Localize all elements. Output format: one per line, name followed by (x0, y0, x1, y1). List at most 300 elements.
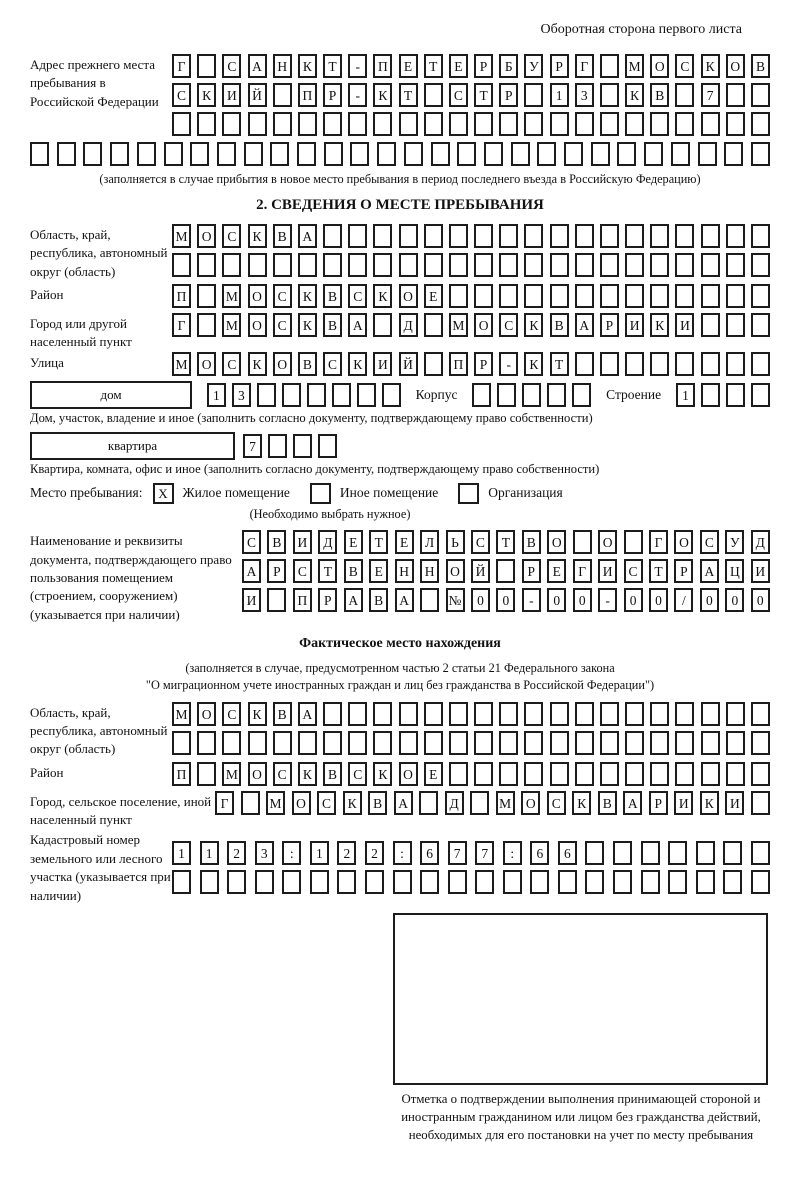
char-cell[interactable] (324, 142, 343, 166)
char-cell[interactable]: В (323, 313, 342, 337)
char-cell[interactable]: Т (424, 54, 443, 78)
char-cell[interactable] (675, 224, 694, 248)
char-cell[interactable]: К (298, 762, 317, 786)
char-cell[interactable] (474, 253, 493, 277)
char-cell[interactable] (668, 841, 687, 865)
char-cell[interactable]: Г (575, 54, 594, 78)
char-cell[interactable]: С (675, 54, 694, 78)
char-cell[interactable] (524, 284, 543, 308)
char-cell[interactable] (499, 112, 518, 136)
char-cell[interactable] (625, 224, 644, 248)
char-cell[interactable] (424, 352, 443, 376)
char-cell[interactable] (248, 112, 267, 136)
char-cell[interactable]: А (298, 702, 317, 726)
char-cell[interactable]: Д (399, 313, 418, 337)
char-cell[interactable] (600, 352, 619, 376)
char-cell[interactable]: О (248, 762, 267, 786)
char-cell[interactable]: Р (267, 559, 286, 583)
factual-oblast-row-2[interactable] (172, 731, 770, 755)
char-cell[interactable] (424, 112, 443, 136)
char-cell[interactable] (613, 870, 632, 894)
char-cell[interactable] (297, 142, 316, 166)
char-cell[interactable]: А (248, 54, 267, 78)
kvartira-field-box[interactable]: квартира (30, 432, 235, 460)
char-cell[interactable] (650, 112, 669, 136)
char-cell[interactable] (257, 383, 276, 407)
char-cell[interactable] (373, 731, 392, 755)
char-cell[interactable]: П (172, 284, 191, 308)
char-cell[interactable] (572, 383, 591, 407)
char-cell[interactable]: О (474, 313, 493, 337)
prev-address-row-3[interactable] (172, 112, 770, 136)
char-cell[interactable]: С (449, 83, 468, 107)
kvartira-cells[interactable] (243, 434, 337, 458)
cadastre-row-1[interactable] (172, 841, 770, 865)
char-cell[interactable] (575, 352, 594, 376)
char-cell[interactable] (197, 313, 216, 337)
char-cell[interactable] (323, 112, 342, 136)
char-cell[interactable]: Ь (446, 530, 465, 554)
char-cell[interactable] (244, 142, 263, 166)
char-cell[interactable] (474, 224, 493, 248)
char-cell[interactable]: Р (674, 559, 693, 583)
char-cell[interactable]: В (751, 54, 770, 78)
char-cell[interactable]: К (700, 791, 719, 815)
char-cell[interactable] (497, 383, 516, 407)
char-cell[interactable]: И (293, 530, 312, 554)
char-cell[interactable] (365, 870, 384, 894)
char-cell[interactable] (641, 841, 660, 865)
char-cell[interactable]: - (348, 83, 367, 107)
char-cell[interactable] (137, 142, 156, 166)
char-cell[interactable] (751, 383, 770, 407)
char-cell[interactable] (524, 731, 543, 755)
char-cell[interactable] (310, 870, 329, 894)
char-cell[interactable] (701, 762, 720, 786)
char-cell[interactable]: 0 (496, 588, 515, 612)
char-cell[interactable]: И (674, 791, 693, 815)
char-cell[interactable]: Л (420, 530, 439, 554)
char-cell[interactable]: И (598, 559, 617, 583)
char-cell[interactable]: И (725, 791, 744, 815)
char-cell[interactable] (550, 112, 569, 136)
char-cell[interactable]: К (701, 54, 720, 78)
char-cell[interactable]: Й (248, 83, 267, 107)
char-cell[interactable]: 6 (530, 841, 549, 865)
char-cell[interactable] (457, 142, 476, 166)
char-cell[interactable]: У (524, 54, 543, 78)
char-cell[interactable]: В (267, 530, 286, 554)
char-cell[interactable]: А (344, 588, 363, 612)
char-cell[interactable]: Р (474, 352, 493, 376)
char-cell[interactable] (696, 841, 715, 865)
char-cell[interactable] (675, 284, 694, 308)
char-cell[interactable]: С (317, 791, 336, 815)
char-cell[interactable] (350, 142, 369, 166)
char-cell[interactable] (751, 142, 770, 166)
char-cell[interactable]: Д (318, 530, 337, 554)
char-cell[interactable]: О (726, 54, 745, 78)
char-cell[interactable] (524, 224, 543, 248)
char-cell[interactable] (323, 224, 342, 248)
char-cell[interactable] (573, 530, 592, 554)
char-cell[interactable] (701, 253, 720, 277)
char-cell[interactable]: Г (215, 791, 234, 815)
char-cell[interactable]: 0 (547, 588, 566, 612)
char-cell[interactable] (273, 253, 292, 277)
char-cell[interactable] (419, 791, 438, 815)
char-cell[interactable] (511, 142, 530, 166)
ulitsa-row[interactable] (172, 352, 770, 376)
char-cell[interactable]: В (323, 284, 342, 308)
char-cell[interactable] (323, 702, 342, 726)
char-cell[interactable] (323, 731, 342, 755)
char-cell[interactable] (751, 841, 770, 865)
char-cell[interactable] (373, 112, 392, 136)
char-cell[interactable]: 3 (255, 841, 274, 865)
char-cell[interactable]: О (446, 559, 465, 583)
char-cell[interactable]: - (499, 352, 518, 376)
char-cell[interactable] (298, 731, 317, 755)
char-cell[interactable] (726, 112, 745, 136)
char-cell[interactable] (724, 142, 743, 166)
char-cell[interactable] (393, 870, 412, 894)
char-cell[interactable]: Р (474, 54, 493, 78)
other-premises-checkbox[interactable] (310, 483, 331, 504)
char-cell[interactable]: Т (649, 559, 668, 583)
char-cell[interactable]: 3 (575, 83, 594, 107)
char-cell[interactable] (524, 83, 543, 107)
char-cell[interactable]: № (446, 588, 465, 612)
char-cell[interactable]: 2 (365, 841, 384, 865)
char-cell[interactable]: П (298, 83, 317, 107)
char-cell[interactable] (373, 313, 392, 337)
document-row-1[interactable] (242, 530, 770, 554)
char-cell[interactable]: К (248, 224, 267, 248)
char-cell[interactable] (30, 142, 49, 166)
char-cell[interactable] (668, 870, 687, 894)
char-cell[interactable] (696, 870, 715, 894)
char-cell[interactable]: И (373, 352, 392, 376)
char-cell[interactable]: С (273, 313, 292, 337)
char-cell[interactable]: В (369, 588, 388, 612)
char-cell[interactable] (190, 142, 209, 166)
prev-address-row-2[interactable] (172, 83, 770, 107)
char-cell[interactable] (701, 284, 720, 308)
char-cell[interactable]: К (248, 702, 267, 726)
char-cell[interactable] (625, 702, 644, 726)
char-cell[interactable]: С (222, 224, 241, 248)
char-cell[interactable]: Т (496, 530, 515, 554)
char-cell[interactable]: Д (445, 791, 464, 815)
char-cell[interactable] (624, 530, 643, 554)
char-cell[interactable]: А (395, 588, 414, 612)
char-cell[interactable]: О (650, 54, 669, 78)
char-cell[interactable]: С (222, 352, 241, 376)
char-cell[interactable] (348, 224, 367, 248)
char-cell[interactable] (420, 870, 439, 894)
char-cell[interactable] (625, 731, 644, 755)
char-cell[interactable] (267, 588, 286, 612)
char-cell[interactable] (701, 731, 720, 755)
char-cell[interactable] (751, 762, 770, 786)
char-cell[interactable]: К (348, 352, 367, 376)
char-cell[interactable] (424, 313, 443, 337)
char-cell[interactable]: К (298, 284, 317, 308)
char-cell[interactable] (650, 352, 669, 376)
char-cell[interactable]: М (266, 791, 285, 815)
char-cell[interactable] (600, 54, 619, 78)
char-cell[interactable] (222, 112, 241, 136)
char-cell[interactable] (217, 142, 236, 166)
char-cell[interactable] (503, 870, 522, 894)
char-cell[interactable] (564, 142, 583, 166)
char-cell[interactable]: С (273, 284, 292, 308)
stroenie-cells[interactable] (676, 383, 770, 407)
char-cell[interactable] (373, 702, 392, 726)
char-cell[interactable] (227, 870, 246, 894)
char-cell[interactable] (751, 112, 770, 136)
char-cell[interactable] (255, 870, 274, 894)
char-cell[interactable]: 0 (624, 588, 643, 612)
char-cell[interactable]: Т (474, 83, 493, 107)
char-cell[interactable] (83, 142, 102, 166)
char-cell[interactable]: И (675, 313, 694, 337)
prev-address-row-4[interactable] (30, 142, 770, 166)
char-cell[interactable]: : (282, 841, 301, 865)
char-cell[interactable] (701, 224, 720, 248)
char-cell[interactable] (197, 284, 216, 308)
char-cell[interactable]: К (298, 313, 317, 337)
char-cell[interactable] (270, 142, 289, 166)
char-cell[interactable] (625, 253, 644, 277)
char-cell[interactable] (499, 284, 518, 308)
char-cell[interactable] (671, 142, 690, 166)
char-cell[interactable] (449, 762, 468, 786)
char-cell[interactable] (273, 731, 292, 755)
char-cell[interactable] (273, 83, 292, 107)
char-cell[interactable] (472, 383, 491, 407)
char-cell[interactable]: : (393, 841, 412, 865)
char-cell[interactable]: В (368, 791, 387, 815)
char-cell[interactable]: Г (573, 559, 592, 583)
char-cell[interactable] (617, 142, 636, 166)
char-cell[interactable]: В (344, 559, 363, 583)
char-cell[interactable] (172, 112, 191, 136)
char-cell[interactable] (524, 112, 543, 136)
char-cell[interactable] (357, 383, 376, 407)
char-cell[interactable] (726, 383, 745, 407)
char-cell[interactable]: В (273, 702, 292, 726)
char-cell[interactable]: С (348, 284, 367, 308)
char-cell[interactable] (373, 253, 392, 277)
char-cell[interactable]: Т (369, 530, 388, 554)
char-cell[interactable]: С (242, 530, 261, 554)
char-cell[interactable] (701, 313, 720, 337)
char-cell[interactable]: К (650, 313, 669, 337)
char-cell[interactable] (650, 224, 669, 248)
char-cell[interactable]: М (172, 224, 191, 248)
char-cell[interactable] (600, 284, 619, 308)
char-cell[interactable] (723, 870, 742, 894)
char-cell[interactable] (522, 383, 541, 407)
char-cell[interactable] (474, 284, 493, 308)
char-cell[interactable]: К (524, 352, 543, 376)
char-cell[interactable]: Т (318, 559, 337, 583)
document-row-2[interactable] (242, 559, 770, 583)
char-cell[interactable] (575, 112, 594, 136)
char-cell[interactable]: И (751, 559, 770, 583)
char-cell[interactable] (373, 224, 392, 248)
char-cell[interactable]: М (496, 791, 515, 815)
char-cell[interactable]: Й (399, 352, 418, 376)
char-cell[interactable] (348, 112, 367, 136)
char-cell[interactable]: 6 (558, 841, 577, 865)
prev-address-row-1[interactable] (172, 54, 770, 78)
char-cell[interactable]: О (248, 313, 267, 337)
char-cell[interactable] (424, 731, 443, 755)
char-cell[interactable] (197, 112, 216, 136)
char-cell[interactable]: К (373, 762, 392, 786)
char-cell[interactable]: - (348, 54, 367, 78)
char-cell[interactable]: 1 (676, 383, 695, 407)
char-cell[interactable] (222, 731, 241, 755)
char-cell[interactable]: Ц (725, 559, 744, 583)
char-cell[interactable] (399, 731, 418, 755)
char-cell[interactable] (650, 762, 669, 786)
char-cell[interactable] (241, 791, 260, 815)
char-cell[interactable] (449, 224, 468, 248)
factual-gorod-row[interactable] (215, 791, 770, 815)
char-cell[interactable] (499, 253, 518, 277)
char-cell[interactable] (675, 702, 694, 726)
char-cell[interactable] (650, 284, 669, 308)
char-cell[interactable] (550, 731, 569, 755)
char-cell[interactable] (197, 253, 216, 277)
factual-raion-row[interactable] (172, 762, 770, 786)
char-cell[interactable]: О (197, 352, 216, 376)
char-cell[interactable] (273, 112, 292, 136)
char-cell[interactable] (399, 253, 418, 277)
char-cell[interactable] (420, 588, 439, 612)
char-cell[interactable]: 0 (573, 588, 592, 612)
dom-field-box[interactable]: дом (30, 381, 192, 409)
char-cell[interactable]: В (522, 530, 541, 554)
char-cell[interactable] (200, 870, 219, 894)
char-cell[interactable] (424, 253, 443, 277)
char-cell[interactable]: 1 (310, 841, 329, 865)
char-cell[interactable] (550, 284, 569, 308)
char-cell[interactable]: В (550, 313, 569, 337)
char-cell[interactable] (575, 224, 594, 248)
char-cell[interactable] (197, 731, 216, 755)
char-cell[interactable]: М (222, 284, 241, 308)
char-cell[interactable]: И (222, 83, 241, 107)
char-cell[interactable]: Е (424, 762, 443, 786)
char-cell[interactable] (723, 841, 742, 865)
char-cell[interactable]: К (625, 83, 644, 107)
cadastre-row-2[interactable] (172, 870, 770, 894)
char-cell[interactable]: Г (172, 54, 191, 78)
char-cell[interactable]: К (524, 313, 543, 337)
char-cell[interactable] (726, 83, 745, 107)
char-cell[interactable]: Е (449, 54, 468, 78)
char-cell[interactable]: О (598, 530, 617, 554)
char-cell[interactable]: М (172, 702, 191, 726)
char-cell[interactable]: О (674, 530, 693, 554)
char-cell[interactable] (474, 702, 493, 726)
char-cell[interactable]: О (521, 791, 540, 815)
char-cell[interactable]: П (293, 588, 312, 612)
char-cell[interactable]: 1 (550, 83, 569, 107)
char-cell[interactable]: - (522, 588, 541, 612)
char-cell[interactable]: Е (424, 284, 443, 308)
char-cell[interactable]: 1 (172, 841, 191, 865)
char-cell[interactable]: 6 (420, 841, 439, 865)
char-cell[interactable] (449, 112, 468, 136)
char-cell[interactable] (499, 702, 518, 726)
char-cell[interactable] (751, 731, 770, 755)
char-cell[interactable]: : (503, 841, 522, 865)
char-cell[interactable] (698, 142, 717, 166)
char-cell[interactable] (172, 870, 191, 894)
char-cell[interactable] (600, 112, 619, 136)
char-cell[interactable] (496, 559, 515, 583)
char-cell[interactable] (575, 284, 594, 308)
char-cell[interactable]: В (273, 224, 292, 248)
char-cell[interactable]: С (624, 559, 643, 583)
char-cell[interactable] (499, 762, 518, 786)
char-cell[interactable]: К (572, 791, 591, 815)
char-cell[interactable]: А (348, 313, 367, 337)
char-cell[interactable] (644, 142, 663, 166)
char-cell[interactable]: 0 (751, 588, 770, 612)
char-cell[interactable]: Б (499, 54, 518, 78)
char-cell[interactable]: Р (600, 313, 619, 337)
oblast-row-2[interactable] (172, 253, 770, 277)
char-cell[interactable]: А (298, 224, 317, 248)
char-cell[interactable]: 7 (243, 434, 262, 458)
char-cell[interactable]: 0 (725, 588, 744, 612)
char-cell[interactable]: К (343, 791, 362, 815)
char-cell[interactable]: П (373, 54, 392, 78)
char-cell[interactable]: 1 (200, 841, 219, 865)
raion-row[interactable] (172, 284, 770, 308)
char-cell[interactable]: К (373, 83, 392, 107)
char-cell[interactable] (424, 224, 443, 248)
char-cell[interactable] (164, 142, 183, 166)
char-cell[interactable] (558, 870, 577, 894)
char-cell[interactable]: А (575, 313, 594, 337)
char-cell[interactable]: А (394, 791, 413, 815)
char-cell[interactable] (600, 224, 619, 248)
char-cell[interactable] (675, 112, 694, 136)
char-cell[interactable] (399, 112, 418, 136)
char-cell[interactable]: Р (522, 559, 541, 583)
char-cell[interactable] (348, 253, 367, 277)
char-cell[interactable]: Н (420, 559, 439, 583)
char-cell[interactable]: 7 (475, 841, 494, 865)
char-cell[interactable] (550, 762, 569, 786)
char-cell[interactable]: Р (649, 791, 668, 815)
char-cell[interactable]: М (222, 313, 241, 337)
char-cell[interactable] (470, 791, 489, 815)
char-cell[interactable] (641, 870, 660, 894)
char-cell[interactable] (726, 284, 745, 308)
char-cell[interactable] (282, 870, 301, 894)
char-cell[interactable] (298, 112, 317, 136)
char-cell[interactable] (474, 731, 493, 755)
